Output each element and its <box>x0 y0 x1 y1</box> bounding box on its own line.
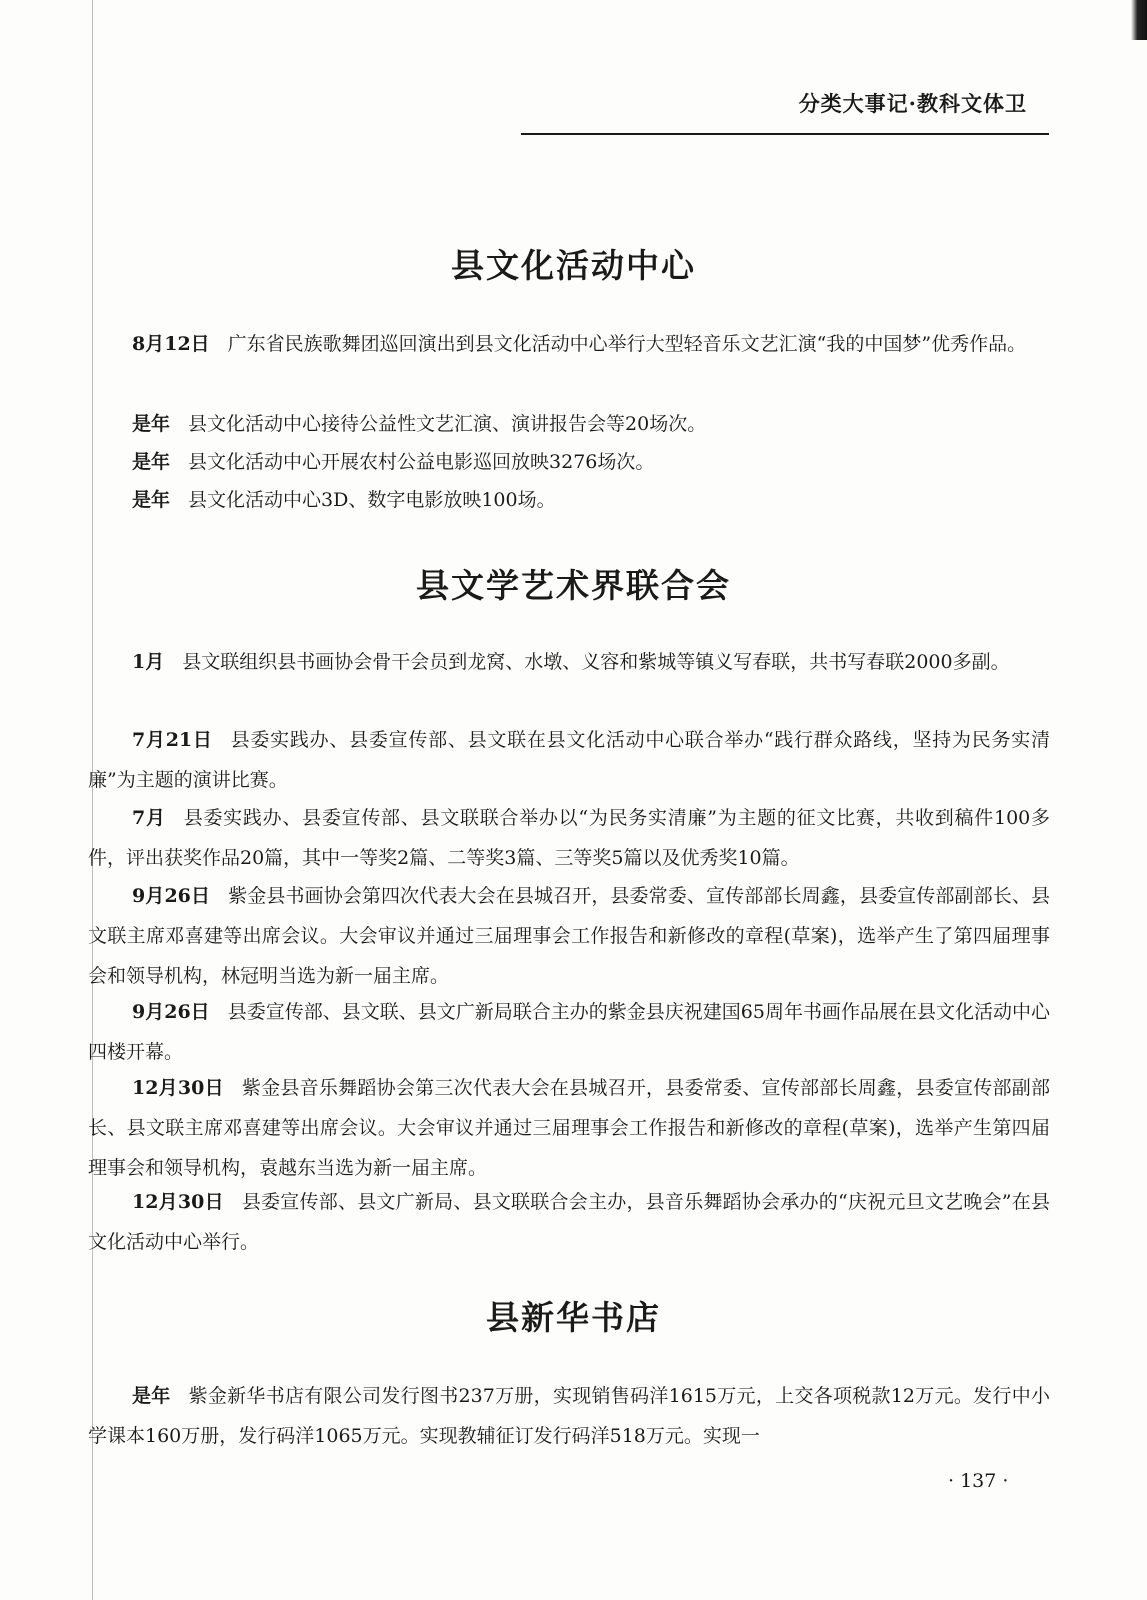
entry-text: 广东省民族歌舞团巡回演出到县文化活动中心举行大型轻音乐文艺汇演“我的中国梦”优秀作品。 <box>227 333 1027 355</box>
scan-edge-shadow <box>1131 0 1147 40</box>
entry-date: 7月 <box>132 807 166 829</box>
entry-text: 县委实践办、县委宣传部、县文联在县文化活动中心联合举办“践行群众路线，坚持为民务实清廉”为主题的演讲比赛。 <box>88 729 1050 791</box>
entry-date: 7月21日 <box>132 729 213 751</box>
entry <box>88 876 1050 996</box>
section-title-literary-federation: 县文学艺术界联合会 <box>416 566 731 605</box>
entry <box>88 798 1050 878</box>
entry-text: 县文联组织县书画协会骨干会员到龙窝、水墩、义容和紫城等镇义写春联，共书写春联2000多副。 <box>182 651 1010 673</box>
entry <box>88 1182 1050 1262</box>
entry-date: 1月 <box>132 651 165 673</box>
section-title-cultural-center: 县文化活动中心 <box>451 246 696 285</box>
header-rule <box>521 133 1049 135</box>
entry-text: 县委宣传部、县文联、县文广新局联合主办的紫金县庆祝建国65周年书画作品展在县文化活动中心四楼开幕。 <box>88 1001 1050 1063</box>
entry <box>88 1068 1050 1188</box>
entry <box>88 324 1050 364</box>
entry-date: 12月30日 <box>132 1077 224 1099</box>
entry-date: 是年 <box>132 451 171 473</box>
entry <box>88 480 1050 520</box>
entry <box>88 404 1050 444</box>
entry-text: 紫金县书画协会第四次代表大会在县城召开，县委常委、宣传部部长周鑫，县委宣传部副部长、县文联主席邓喜建等出席会议。大会审议并通过三届理事会工作报告和新修改的章程(草案)，选举产生了第四届理事会和领导机构，林冠明当选为新一届主席。 <box>88 885 1050 987</box>
entry <box>88 642 1050 682</box>
entry <box>88 442 1050 482</box>
entry-text: 县文化活动中心接待公益性文艺汇演、演讲报告会等20场次。 <box>188 413 707 435</box>
entry <box>88 992 1050 1072</box>
entry-date: 是年 <box>132 1385 171 1407</box>
entry-date: 是年 <box>132 489 171 511</box>
section-title-xinhua-bookstore: 县新华书店 <box>486 1298 661 1337</box>
entry-text: 县委实践办、县委宣传部、县文联联合举办以“为民务实清廉”为主题的征文比赛，共收到稿件100多件，评出获奖作品20篇，其中一等奖2篇、二等奖3篇、三等奖5篇以及优秀奖10篇。 <box>88 807 1050 869</box>
entry-text: 紫金新华书店有限公司发行图书237万册，实现销售码洋1615万元，上交各项税款12万元。发行中小学课本160万册，发行码洋1065万元。实现教辅征订发行码洋518万元。实现一 <box>88 1385 1050 1447</box>
entry-text: 紫金县音乐舞蹈协会第三次代表大会在县城召开，县委常委、宣传部部长周鑫，县委宣传部副部长、县文联主席邓喜建等出席会议。大会审议并通过三届理事会工作报告和新修改的章程(草案)，选举产生第四届理事会和领导机构，袁越东当选为新一届主席。 <box>88 1077 1050 1179</box>
entry-date: 9月26日 <box>132 885 211 907</box>
entry-date: 9月26日 <box>132 1001 210 1023</box>
entry-text: 县委宣传部、县文广新局、县文联联合会主办，县音乐舞蹈协会承办的“庆祝元旦文艺晚会”在县文化活动中心举行。 <box>88 1191 1050 1253</box>
entry-date: 是年 <box>132 413 171 435</box>
entry <box>88 1376 1050 1456</box>
entry-date: 8月12日 <box>132 333 210 355</box>
entry-date: 12月30日 <box>132 1191 224 1213</box>
running-header: 分类大事记·教科文体卫 <box>798 91 1027 116</box>
entry-text: 县文化活动中心开展农村公益电影巡回放映3276场次。 <box>188 451 655 473</box>
entry <box>88 720 1050 800</box>
page-number: · 137 · <box>948 1470 1009 1492</box>
entry-text: 县文化活动中心3D、数字电影放映100场。 <box>188 489 556 511</box>
